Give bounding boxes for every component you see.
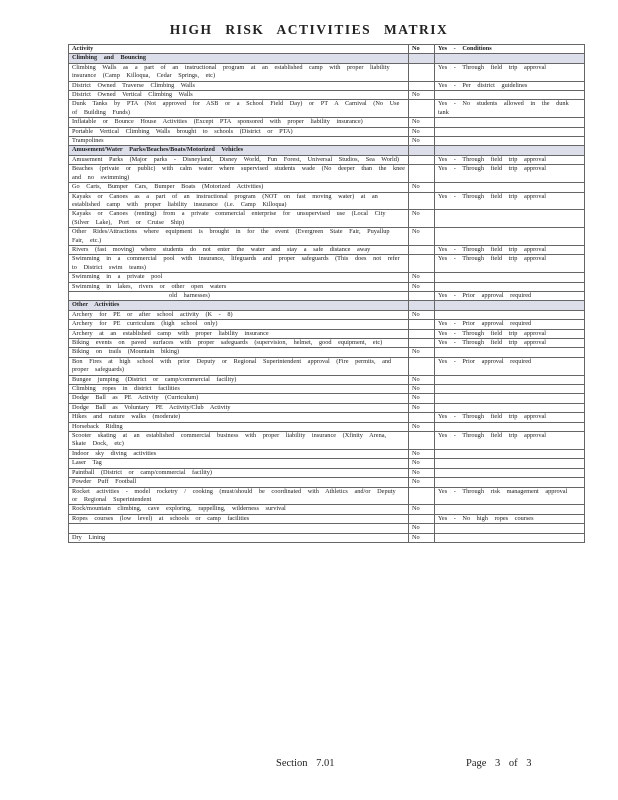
no-cell: No [409, 210, 435, 228]
table-row [69, 127, 585, 136]
no-cell [409, 339, 435, 348]
no-cell: No [409, 282, 435, 291]
table-row [69, 505, 585, 514]
no-cell: No [409, 422, 435, 431]
section-title: Other Activities [69, 301, 409, 310]
table-row [69, 403, 585, 412]
no-cell: No [409, 478, 435, 487]
table-row [69, 165, 585, 183]
table-row [69, 394, 585, 403]
section-conditions-cell [435, 146, 585, 155]
no-cell [409, 81, 435, 90]
activity-cell: Rivers (fast moving) where students do not enter the water and stay a safe distance away [69, 245, 409, 254]
conditions-cell [435, 282, 585, 291]
section-no-cell [409, 54, 435, 63]
conditions-cell [435, 228, 585, 246]
activity-cell: Bon Fires at high school with prior Deputy or Regional Superintendent approval (Fire permits, and proper safeguards) [69, 357, 409, 375]
conditions-cell [435, 468, 585, 477]
table-row [69, 210, 585, 228]
activity-cell: Powder Puff Football [69, 478, 409, 487]
no-cell: No [409, 394, 435, 403]
activity-cell: Dodge Ball as PE Activity (Curriculum) [69, 394, 409, 403]
table-row [69, 282, 585, 291]
conditions-cell: Yes - Prior approval required [435, 291, 585, 300]
conditions-cell: Yes - Through risk management approval [435, 487, 585, 505]
activity-cell: Dry Lining [69, 533, 409, 542]
no-cell: No [409, 385, 435, 394]
conditions-cell [435, 375, 585, 384]
risk-matrix-table [68, 44, 585, 543]
table-row [69, 100, 585, 118]
header-conditions: Yes - Conditions [435, 45, 585, 54]
table-row [69, 310, 585, 319]
no-cell [409, 192, 435, 210]
conditions-cell [435, 422, 585, 431]
table-row [69, 91, 585, 100]
table-row [69, 357, 585, 375]
conditions-cell [435, 91, 585, 100]
activity-cell: old harnesses) [69, 291, 409, 300]
conditions-cell: Yes - Prior approval required [435, 357, 585, 375]
conditions-cell: Yes - Per district guidelines [435, 81, 585, 90]
no-cell [409, 63, 435, 81]
section-conditions-cell [435, 301, 585, 310]
conditions-cell [435, 533, 585, 542]
table-row [69, 348, 585, 357]
table-row [69, 385, 585, 394]
table-row [69, 478, 585, 487]
activity-cell: Dunk Tanks by PTA (Not approved for ASB or a School Field Day) or PT A Carnival (No Use of Building Funds) [69, 100, 409, 118]
footer-section: Section 7.01 [276, 758, 335, 769]
table-row [69, 255, 585, 273]
table-row [69, 449, 585, 458]
no-cell: No [409, 273, 435, 282]
conditions-cell: Yes - Through field trip approval [435, 245, 585, 254]
page-title: HIGH RISK ACTIVITIES MATRIX [169, 22, 449, 37]
section-no-cell [409, 301, 435, 310]
section-header-row [69, 146, 585, 155]
activity-cell: Scooter skating at an established commercial business with proper liability insurance (Xfinity Arena, Skate Dock, etc) [69, 432, 409, 450]
table-row [69, 245, 585, 254]
conditions-cell [435, 394, 585, 403]
activity-cell: Bungee jumping (District or camp/commercial facility) [69, 375, 409, 384]
table-row [69, 183, 585, 192]
activity-cell: Climbing Walls as a part of an instructional program at an established camp with proper liability insurance (Camp Killoqua, Cedar Springs, etc) [69, 63, 409, 81]
table-row [69, 524, 585, 533]
table-row [69, 155, 585, 164]
conditions-cell: Yes - Prior approval required [435, 320, 585, 329]
section-header-row [69, 54, 585, 63]
header-no: No [409, 45, 435, 54]
conditions-cell [435, 505, 585, 514]
conditions-cell: Yes - Through field trip approval [435, 413, 585, 422]
conditions-cell [435, 459, 585, 468]
conditions-cell [435, 210, 585, 228]
no-cell [409, 329, 435, 338]
no-cell: No [409, 533, 435, 542]
no-cell: No [409, 468, 435, 477]
activity-cell: Archery for PE curriculum (high school only) [69, 320, 409, 329]
no-cell [409, 357, 435, 375]
activity-cell: Archery for PE or after school activity (K - 8) [69, 310, 409, 319]
table-row [69, 468, 585, 477]
no-cell: No [409, 459, 435, 468]
no-cell [409, 100, 435, 118]
table-row [69, 422, 585, 431]
activity-cell: Ropes courses (low level) at schools or camp facilities [69, 514, 409, 523]
activity-cell: Climbing ropes in district facilities [69, 385, 409, 394]
table-row [69, 118, 585, 127]
conditions-cell: Yes - Through field trip approval [435, 192, 585, 210]
activity-cell: Beaches (private or public) with calm water where supervised students wade (No deeper than the knee and no swimming) [69, 165, 409, 183]
conditions-cell [435, 524, 585, 533]
table-header-row [69, 45, 585, 54]
conditions-cell: Yes - Through field trip approval [435, 63, 585, 81]
no-cell: No [409, 137, 435, 146]
activity-cell: Horseback Riding [69, 422, 409, 431]
table-row [69, 81, 585, 90]
activity-cell: Rock/mountain climbing, cave exploring, rappelling, wilderness survival [69, 505, 409, 514]
no-cell [409, 155, 435, 164]
no-cell [409, 320, 435, 329]
activity-cell [69, 524, 409, 533]
no-cell [409, 514, 435, 523]
no-cell [409, 413, 435, 422]
conditions-cell [435, 403, 585, 412]
activity-cell: Other Rides/Attractions where equipment is brought in for the event (Evergreen State Fair, Puyallup Fair, etc.) [69, 228, 409, 246]
no-cell [409, 245, 435, 254]
no-cell [409, 432, 435, 450]
no-cell: No [409, 127, 435, 136]
no-cell [409, 255, 435, 273]
conditions-cell: Yes - Through field trip approval [435, 329, 585, 338]
activity-cell: Dodge Ball as Voluntary PE Activity/Club Activity [69, 403, 409, 412]
table-row [69, 63, 585, 81]
section-no-cell [409, 146, 435, 155]
activity-cell: Biking on trails (Mountain biking) [69, 348, 409, 357]
table-row [69, 514, 585, 523]
no-cell: No [409, 183, 435, 192]
table-row [69, 192, 585, 210]
activity-cell: Inflatable or Bounce House Activities (Except PTA sponsored with proper liability insurance) [69, 118, 409, 127]
table-row [69, 413, 585, 422]
section-header-row [69, 301, 585, 310]
no-cell: No [409, 348, 435, 357]
activity-cell: Portable Vertical Climbing Walls brought to schools (District or PTA) [69, 127, 409, 136]
table-row [69, 291, 585, 300]
table-row [69, 432, 585, 450]
conditions-cell: Yes - Through field trip approval [435, 165, 585, 183]
conditions-cell: Yes - Through field trip approval [435, 432, 585, 450]
table-row [69, 329, 585, 338]
conditions-cell [435, 385, 585, 394]
activity-cell: Hikes and nature walks (moderate) [69, 413, 409, 422]
activity-cell: Biking events on paved surfaces with proper safeguards (supervision, helmet, good equipment, etc) [69, 339, 409, 348]
activity-cell: Paintball (District or camp/commercial facility) [69, 468, 409, 477]
no-cell: No [409, 375, 435, 384]
table-row [69, 273, 585, 282]
no-cell: No [409, 505, 435, 514]
no-cell: No [409, 118, 435, 127]
activity-cell: Laser Tag [69, 459, 409, 468]
activity-cell: Swimming in a private pool [69, 273, 409, 282]
activity-cell: Kayaks or Canoes as a part of an instructional program (NOT on fast moving water) at an established camp with proper liability insurance (i.e. Camp Killoqua) [69, 192, 409, 210]
header-activity: Activity [69, 45, 409, 54]
activity-cell: Indoor sky diving activities [69, 449, 409, 458]
table-row [69, 339, 585, 348]
no-cell [409, 291, 435, 300]
no-cell: No [409, 310, 435, 319]
activity-cell: Go Carts, Bumper Cars, Bumper Boats (Motorized Activities) [69, 183, 409, 192]
conditions-cell [435, 273, 585, 282]
conditions-cell [435, 183, 585, 192]
table-row [69, 487, 585, 505]
conditions-cell [435, 137, 585, 146]
section-conditions-cell [435, 54, 585, 63]
activity-cell: Kayaks or Canoes (renting) from a private commercial enterprise for unsupervised use (Local City (Silver Lake), Port or Cruise Ship) [69, 210, 409, 228]
activity-cell: District Owned Traverse Climbing Walls [69, 81, 409, 90]
no-cell: No [409, 228, 435, 246]
table-row [69, 459, 585, 468]
table-row [69, 228, 585, 246]
no-cell [409, 487, 435, 505]
conditions-cell: Yes - Through field trip approval [435, 339, 585, 348]
conditions-cell: Yes - Through field trip approval [435, 155, 585, 164]
table-row [69, 320, 585, 329]
conditions-cell [435, 348, 585, 357]
activity-cell: Trampolines [69, 137, 409, 146]
conditions-cell: Yes - Through field trip approval [435, 255, 585, 273]
no-cell: No [409, 449, 435, 458]
activity-cell: Rocket activities - model rocketry / cooking (must/should be coordinated with Athletics and/or Deputy or Regional Superintendent [69, 487, 409, 505]
activity-cell: Archery at an established camp with proper liability insurance [69, 329, 409, 338]
conditions-cell [435, 310, 585, 319]
section-title: Climbing and Bouncing [69, 54, 409, 63]
no-cell: No [409, 524, 435, 533]
table-row [69, 137, 585, 146]
activity-cell: Amusement Parks (Major parks - Disneyland, Disney World, Fun Forest, Universal Studios, Sea World) [69, 155, 409, 164]
no-cell: No [409, 403, 435, 412]
conditions-cell [435, 118, 585, 127]
conditions-cell [435, 449, 585, 458]
table-row [69, 375, 585, 384]
activity-cell: District Owned Vertical Climbing Walls [69, 91, 409, 100]
table-row [69, 533, 585, 542]
conditions-cell: Yes - No high ropes courses [435, 514, 585, 523]
activity-cell: Swimming in a commercial pool with insurance, lifeguards and proper safeguards (This does not refer to District swim teams) [69, 255, 409, 273]
footer-page-number: Page 3 of 3 [466, 758, 532, 769]
section-title: Amusement/Water Parks/Beaches/Boats/Motorized Vehicles [69, 146, 409, 155]
conditions-cell: Yes - No students allowed in the dunk tank [435, 100, 585, 118]
no-cell [409, 165, 435, 183]
conditions-cell [435, 127, 585, 136]
activity-cell: Swimming in lakes, rivers or other open waters [69, 282, 409, 291]
no-cell: No [409, 91, 435, 100]
conditions-cell [435, 478, 585, 487]
